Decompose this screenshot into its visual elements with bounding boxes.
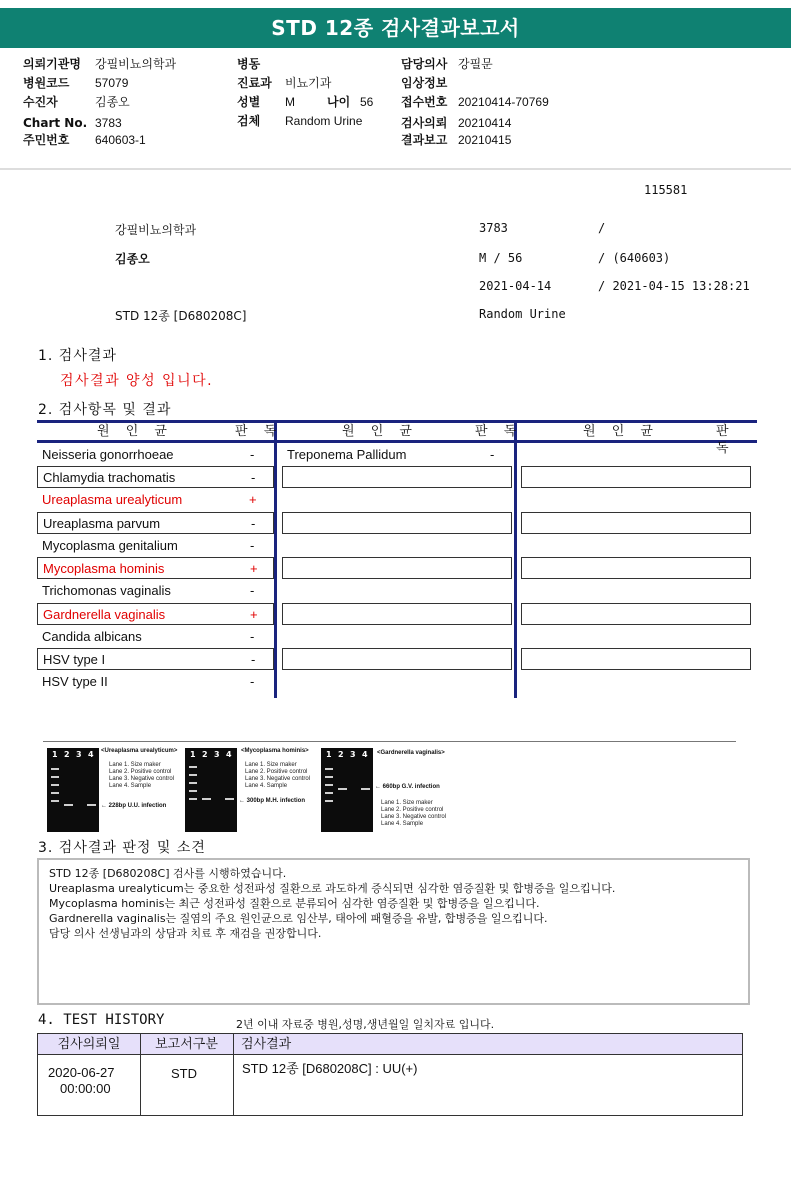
col3-header-name: 원 인 균 xyxy=(583,424,659,439)
organism-name: Trichomonas vaginalis xyxy=(42,583,171,598)
gel-legend: Lane 1. Size maker Lane 2. Positive control Lane 3. Negative control Lane 4. Sample xyxy=(381,800,447,827)
col1-header-result: 판 독 xyxy=(235,424,283,439)
results-table xyxy=(37,420,757,700)
organism-result: - xyxy=(250,629,255,644)
col3-header-result: 판 독 xyxy=(716,424,735,456)
opinion-line: Mycoplasma hominis는 최근 성전파성 질환으로 분류되어 심각한 염증질환 및 합병증을 일으킵니다. xyxy=(49,897,540,910)
header-value: M xyxy=(285,95,295,109)
summary-chart: 3783 xyxy=(479,221,508,235)
report-code: 115581 xyxy=(644,183,688,197)
organism-name: HSV type II xyxy=(42,674,108,689)
result-row xyxy=(37,535,274,557)
gel-title: <Gardnerella vaginalis> xyxy=(377,750,445,756)
gel-legend: Lane 1. Size maker Lane 2. Positive control Lane 3. Negative control Lane 4. Sample xyxy=(109,762,175,789)
gel-photo-mh: 1 2 3 4 xyxy=(185,748,237,832)
summary-birth: / (640603) xyxy=(598,251,671,265)
result-row-positive xyxy=(37,603,274,625)
section4-title: 4. TEST HISTORY xyxy=(38,1012,165,1028)
result-row xyxy=(37,466,274,488)
header-value: 20210414-70769 xyxy=(458,95,549,109)
column-divider xyxy=(514,420,517,698)
organism-name: Neisseria gonorrhoeae xyxy=(42,447,174,462)
header-label: 진료과 xyxy=(237,76,272,90)
organism-result: - xyxy=(250,674,255,689)
header-label: 수진자 xyxy=(23,95,58,109)
gel-photo-gv: 1 2 3 4 xyxy=(321,748,373,832)
history-divider xyxy=(140,1034,141,1115)
organism-name: Mycoplasma genitalium xyxy=(42,538,178,553)
header-value: 비뇨기과 xyxy=(285,76,332,90)
patient-header xyxy=(0,56,791,168)
summary-request-date: 2021-04-14 xyxy=(479,279,552,293)
header-value: 57079 xyxy=(95,76,129,90)
header-value: Random Urine xyxy=(285,114,363,128)
header-label: 병원코드 xyxy=(23,76,70,90)
empty-result-box xyxy=(282,466,512,488)
history-time: 00:00:00 xyxy=(60,1081,111,1096)
result-row xyxy=(37,580,274,602)
history-date: 2020-06-27 xyxy=(48,1065,115,1080)
organism-result: - xyxy=(251,516,256,531)
organism-name: Treponema Pallidum xyxy=(287,447,407,462)
header-value: 20210415 xyxy=(458,133,512,147)
summary-test: STD 12종 [D680208C] xyxy=(115,309,247,323)
header-value: 강필문 xyxy=(458,57,493,71)
summary-slash: / xyxy=(598,221,606,235)
age-value: 56 xyxy=(360,95,374,109)
opinion-line: Gardnerella vaginalis는 질염의 주요 원인균으로 임산부, 태아에 패혈증을 유발, 합병증을 일으킵니다. xyxy=(49,912,548,925)
organism-name: Mycoplasma hominis xyxy=(43,561,165,576)
summary-report-datetime: / 2021-04-15 13:28:21 xyxy=(598,279,750,293)
summary-clinic: 강필비뇨의학과 xyxy=(115,223,197,237)
result-row xyxy=(282,444,512,466)
organism-result: + xyxy=(249,492,257,507)
header-label: 검사의뢰 xyxy=(401,116,448,130)
header-label: 임상정보 xyxy=(401,76,448,90)
header-label: 의뢰기관명 xyxy=(23,57,81,71)
history-header-date: 검사의뢰일 xyxy=(57,1037,121,1052)
gel-arrow-label: ← 300bp M.H. infection xyxy=(239,798,306,804)
gel-title: <Ureaplasma urealyticum> xyxy=(101,748,178,754)
empty-result-box xyxy=(282,512,512,534)
header-value: 3783 xyxy=(95,116,122,130)
gel-image-strip xyxy=(43,741,736,833)
gel-photo-uu: 1 2 3 4 xyxy=(47,748,99,832)
table-header-border xyxy=(37,440,757,443)
header-label: 검체 xyxy=(237,114,261,128)
history-header-result: 검사결과 xyxy=(241,1037,292,1052)
opinion-box xyxy=(37,858,750,1005)
section3-title: 3. 검사결과 판정 및 소견 xyxy=(38,840,206,856)
gel-title: <Mycoplasma hominis> xyxy=(241,748,309,754)
history-note: 2년 이내 자료중 병원,성명,생년월일 일치자료 입니다. xyxy=(236,1018,495,1031)
organism-name: Chlamydia trachomatis xyxy=(43,470,176,485)
empty-result-box xyxy=(282,557,512,579)
empty-result-box xyxy=(521,466,751,488)
positive-message: 검사결과 양성 입니다. xyxy=(60,373,214,389)
header-label: 성별 xyxy=(237,95,261,109)
organism-result: - xyxy=(251,470,256,485)
history-header-row xyxy=(38,1034,742,1055)
opinion-line: Ureaplasma urealyticum는 중요한 성전파성 질환으로 과도하게 증식되면 심각한 염증질환 및 합병증을 일으킵니다. xyxy=(49,882,616,895)
history-type: STD xyxy=(171,1066,197,1081)
header-value: 강필비뇨의학과 xyxy=(95,57,177,71)
organism-name: HSV type I xyxy=(43,652,106,667)
result-row xyxy=(37,648,274,670)
result-row xyxy=(37,626,274,648)
organism-result: - xyxy=(250,538,255,553)
result-row-positive xyxy=(37,489,274,511)
result-row-positive xyxy=(37,557,274,579)
history-table xyxy=(37,1033,743,1116)
empty-result-box xyxy=(521,648,751,670)
empty-result-box xyxy=(282,648,512,670)
header-label: 담당의사 xyxy=(401,57,448,71)
result-row xyxy=(37,671,274,693)
empty-result-box xyxy=(521,557,751,579)
history-divider xyxy=(233,1034,234,1115)
result-row xyxy=(37,444,274,466)
organism-name: Candida albicans xyxy=(42,629,142,644)
gel-arrow-label: ← 228bp U.U. infection xyxy=(101,803,167,809)
history-header-type: 보고서구분 xyxy=(155,1037,218,1052)
organism-name: Ureaplasma parvum xyxy=(43,516,161,531)
history-result: STD 12종 [D680208C] : UU(+) xyxy=(242,1061,418,1076)
header-value: 640603-1 xyxy=(95,133,146,147)
header-label: Chart No. xyxy=(23,116,88,130)
column-divider xyxy=(274,420,277,698)
header-label: 주민번호 xyxy=(23,133,70,147)
empty-result-box xyxy=(282,603,512,625)
header-label: 접수번호 xyxy=(401,95,448,109)
header-divider xyxy=(0,168,791,170)
empty-result-box xyxy=(521,603,751,625)
organism-result: - xyxy=(251,652,256,667)
header-value: 김종오 xyxy=(95,95,130,109)
report-title: STD 12종 검사결과보고서 xyxy=(0,8,791,48)
section2-title: 2. 검사항목 및 결과 xyxy=(38,402,172,418)
empty-result-box xyxy=(521,512,751,534)
opinion-line: STD 12종 [D680208C] 검사를 시행하였습니다. xyxy=(49,867,287,880)
header-label: 병동 xyxy=(237,57,261,71)
organism-name: Gardnerella vaginalis xyxy=(43,607,166,622)
col2-header-result: 판 독 xyxy=(475,424,523,439)
result-row xyxy=(37,512,274,534)
gel-arrow-label: ← 660bp G.V. infection xyxy=(375,784,440,790)
section1-title: 1. 검사결과 xyxy=(38,348,117,364)
organism-result: + xyxy=(250,561,258,576)
summary-specimen: Random Urine xyxy=(479,307,566,321)
header-label: 결과보고 xyxy=(401,133,448,147)
organism-result: + xyxy=(250,607,258,622)
summary-name: 김종오 xyxy=(115,252,150,266)
organism-result: - xyxy=(250,583,255,598)
age-label: 나이 xyxy=(327,95,351,109)
organism-name: Ureaplasma urealyticum xyxy=(42,492,183,507)
organism-result: - xyxy=(250,447,255,462)
gel-legend: Lane 1. Size maker Lane 2. Positive control Lane 3. Negative control Lane 4. Sample xyxy=(245,762,311,789)
col2-header-name: 원 인 균 xyxy=(342,424,418,439)
organism-result: - xyxy=(490,447,495,462)
col1-header-name: 원 인 균 xyxy=(97,424,173,439)
header-value: 20210414 xyxy=(458,116,512,130)
opinion-line: 담당 의사 선생님과의 상담과 치료 후 재검을 권장합니다. xyxy=(49,927,322,940)
summary-sex-age: M / 56 xyxy=(479,251,523,265)
